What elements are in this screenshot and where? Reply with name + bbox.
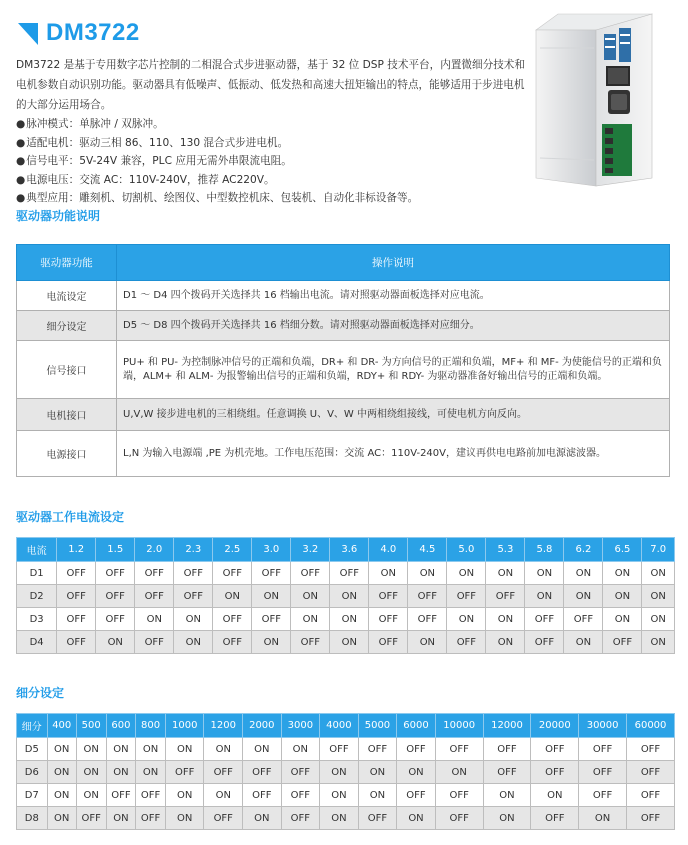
current-switch-cell: OFF (174, 585, 213, 608)
current-switch-cell: OFF (252, 562, 291, 585)
subdivision-switch-cell: OFF (281, 761, 320, 784)
current-switch-cell: ON (252, 631, 291, 654)
subdivision-switch-cell: OFF (627, 807, 675, 830)
current-switch-cell: ON (642, 608, 675, 631)
current-switch-cell: ON (642, 631, 675, 654)
current-switch-cell: ON (603, 585, 642, 608)
current-switch-cell: OFF (369, 631, 408, 654)
subdivision-switch-cell: ON (579, 807, 627, 830)
subdivision-column-header: 2000 (243, 714, 282, 738)
current-switch-cell: OFF (252, 608, 291, 631)
current-switch-cell: ON (486, 608, 525, 631)
current-switch-cell: OFF (57, 608, 96, 631)
subdivision-switch-cell: OFF (483, 738, 531, 761)
current-switch-cell: OFF (330, 562, 369, 585)
current-switch-cell: ON (330, 585, 369, 608)
current-switch-cell: ON (486, 562, 525, 585)
subdivision-switch-cell: OFF (136, 784, 166, 807)
subdivision-switch-cell: OFF (627, 784, 675, 807)
triangle-logo-icon (18, 23, 38, 45)
current-switch-cell: OFF (369, 608, 408, 631)
subdivision-switch-cell: OFF (281, 807, 320, 830)
current-switch-cell: ON (603, 608, 642, 631)
subdivision-switch-cell: ON (106, 807, 136, 830)
function-name: 电流设定 (17, 281, 117, 311)
current-switch-cell: OFF (213, 631, 252, 654)
subdivision-switch-cell: ON (320, 807, 359, 830)
current-switch-cell: OFF (291, 631, 330, 654)
function-desc: D1 ～ D4 四个拨码开关选择共 16 档输出电流。请对照驱动器面板选择对应电流。 (117, 281, 670, 311)
subdivision-switch-cell: ON (76, 738, 106, 761)
current-row-label: D1 (17, 562, 57, 585)
subdivision-switch-cell: OFF (531, 738, 579, 761)
current-switch-cell: ON (291, 608, 330, 631)
current-switch-cell: OFF (57, 631, 96, 654)
current-switch-cell: ON (525, 585, 564, 608)
subdivision-column-header: 400 (47, 714, 76, 738)
current-switch-cell: OFF (96, 608, 135, 631)
current-column-header: 3.6 (330, 538, 369, 562)
subdivision-column-header: 12000 (483, 714, 531, 738)
feature-item (16, 134, 418, 153)
current-switch-cell: OFF (213, 608, 252, 631)
function-table (16, 244, 670, 477)
bullet-icon: ● (16, 136, 26, 149)
subdivision-switch-cell: ON (320, 761, 359, 784)
subdivision-switch-cell: ON (165, 807, 204, 830)
subdivision-switch-cell: OFF (531, 807, 579, 830)
subdivision-switch-cell: OFF (106, 784, 136, 807)
current-switch-cell: ON (642, 585, 675, 608)
current-switch-cell: ON (408, 562, 447, 585)
subdivision-column-header: 1000 (165, 714, 204, 738)
subdivision-column-header: 60000 (627, 714, 675, 738)
current-row (17, 608, 675, 631)
subdivision-switch-cell: ON (47, 784, 76, 807)
subdivision-switch-cell: ON (76, 761, 106, 784)
current-switch-cell: OFF (135, 585, 174, 608)
function-desc: L,N 为输入电源端 ,PE 为机壳地。工作电压范围：交流 AC：110V-240V，建议再供电电路前加电源滤波器。 (117, 431, 670, 477)
current-section-title: 驱动器工作电流设定 (16, 510, 125, 524)
subdivision-column-header: 600 (106, 714, 136, 738)
current-switch-cell: ON (564, 585, 603, 608)
subdivision-switch-cell: ON (531, 784, 579, 807)
current-switch-cell: ON (408, 631, 447, 654)
subdivision-switch-cell: ON (47, 761, 76, 784)
subdivision-switch-cell: ON (358, 761, 397, 784)
current-switch-cell: ON (564, 562, 603, 585)
current-switch-cell: OFF (174, 562, 213, 585)
subdivision-switch-cell: OFF (281, 784, 320, 807)
current-switch-cell: ON (96, 631, 135, 654)
subdivision-switch-cell: ON (281, 738, 320, 761)
subdivision-switch-cell: OFF (204, 761, 243, 784)
current-switch-cell: ON (603, 562, 642, 585)
bullet-icon: ● (16, 173, 26, 186)
current-switch-cell: ON (135, 608, 174, 631)
current-switch-cell: OFF (525, 631, 564, 654)
current-column-header: 2.0 (135, 538, 174, 562)
subdivision-switch-cell: OFF (76, 807, 106, 830)
function-section-title: 驱动器功能说明 (16, 209, 101, 223)
subdivision-column-header: 800 (136, 714, 166, 738)
current-column-header: 2.5 (213, 538, 252, 562)
current-switch-cell: OFF (135, 631, 174, 654)
current-column-header: 5.3 (486, 538, 525, 562)
subdivision-switch-cell: OFF (531, 761, 579, 784)
current-column-header: 6.5 (603, 538, 642, 562)
subdivision-switch-cell: OFF (435, 784, 483, 807)
subdivision-switch-cell: ON (483, 784, 531, 807)
feature-text: 信号电平：5V-24V 兼容，PLC 应用无需外串限流电阻。 (26, 155, 292, 167)
current-column-header: 5.0 (447, 538, 486, 562)
subdivision-switch-cell: ON (106, 738, 136, 761)
current-row-label: D3 (17, 608, 57, 631)
current-switch-cell: ON (564, 631, 603, 654)
current-switch-cell: OFF (96, 562, 135, 585)
subdivision-switch-cell: ON (47, 807, 76, 830)
function-name: 信号接口 (17, 341, 117, 399)
current-switch-cell: OFF (603, 631, 642, 654)
current-switch-cell: OFF (57, 562, 96, 585)
current-switch-cell: OFF (369, 585, 408, 608)
feature-list (16, 115, 418, 208)
current-switch-cell: OFF (408, 585, 447, 608)
bullet-icon: ● (16, 192, 26, 204)
current-header-label: 电流 (17, 538, 57, 562)
subdivision-row (17, 807, 675, 830)
current-row (17, 585, 675, 608)
subdivision-switch-cell: ON (320, 784, 359, 807)
current-switch-cell: ON (174, 608, 213, 631)
subdivision-switch-cell: ON (397, 807, 436, 830)
subdivision-switch-cell: ON (204, 784, 243, 807)
function-row (17, 311, 670, 341)
subdivision-row (17, 738, 675, 761)
current-row-label: D4 (17, 631, 57, 654)
current-column-header: 5.8 (525, 538, 564, 562)
current-switch-cell: ON (447, 608, 486, 631)
current-switch-cell: OFF (564, 608, 603, 631)
subdivision-switch-cell: ON (243, 738, 282, 761)
current-switch-cell: OFF (408, 608, 447, 631)
function-desc: PU+ 和 PU- 为控制脉冲信号的正端和负端，DR+ 和 DR- 为方向信号的正端和负端，MF+ 和 MF- 为使能信号的正端和负端，ALM+ 和 ALM- 为报警输出信号的正端和负端，RDY+ 和 RDY- 为驱动器准备好输出信号的正端和负端。 (117, 341, 670, 399)
function-desc: D5 ～ D8 四个拨码开关选择共 16 档细分数。请对照驱动器面板选择对应细分。 (117, 311, 670, 341)
current-column-header: 3.0 (252, 538, 291, 562)
subdivision-column-header: 30000 (579, 714, 627, 738)
bullet-icon: ● (16, 118, 26, 130)
subdivision-row (17, 761, 675, 784)
subdivision-switch-cell: OFF (136, 807, 166, 830)
subdivision-column-header: 6000 (397, 714, 436, 738)
function-desc: U,V,W 接步进电机的三相绕组。任意调换 U、V、W 中两相绕组接线，可使电机方向反向。 (117, 399, 670, 431)
feature-text: 脉冲模式：单脉冲 / 双脉冲。 (26, 118, 164, 130)
feature-item (16, 152, 418, 171)
subdivision-switch-cell: OFF (320, 738, 359, 761)
current-switch-cell: ON (330, 631, 369, 654)
subdivision-switch-cell: ON (165, 784, 204, 807)
current-switch-cell: ON (174, 631, 213, 654)
current-switch-cell: OFF (96, 585, 135, 608)
current-switch-cell: OFF (447, 631, 486, 654)
subdivision-row-label: D5 (17, 738, 48, 761)
current-switch-cell: ON (369, 562, 408, 585)
subdivision-switch-cell: OFF (579, 761, 627, 784)
subdivision-column-header: 500 (76, 714, 106, 738)
current-header-row (17, 538, 675, 562)
current-switch-cell: OFF (291, 562, 330, 585)
subdivision-switch-cell: ON (243, 807, 282, 830)
subdivision-switch-cell: OFF (243, 784, 282, 807)
subdivision-header-label: 细分 (17, 714, 48, 738)
current-column-header: 1.2 (57, 538, 96, 562)
current-column-header: 6.2 (564, 538, 603, 562)
subdivision-column-header: 3000 (281, 714, 320, 738)
subdivision-switch-cell: ON (136, 761, 166, 784)
subdivision-switch-cell: OFF (435, 807, 483, 830)
current-column-header: 3.2 (291, 538, 330, 562)
subdivision-row-label: D6 (17, 761, 48, 784)
model-title: DM3722 (46, 19, 140, 46)
subdivision-switch-cell: ON (435, 761, 483, 784)
subdivision-switch-cell: OFF (358, 738, 397, 761)
subdivision-switch-cell: OFF (397, 784, 436, 807)
subdivision-column-header: 20000 (531, 714, 579, 738)
subdivision-row-label: D8 (17, 807, 48, 830)
current-switch-cell: OFF (57, 585, 96, 608)
function-row (17, 281, 670, 311)
current-switch-cell: ON (213, 585, 252, 608)
bullet-icon: ● (16, 155, 26, 167)
subdivision-column-header: 10000 (435, 714, 483, 738)
current-row (17, 631, 675, 654)
function-header-name: 驱动器功能 (17, 245, 117, 281)
function-name: 电源接口 (17, 431, 117, 477)
subdivision-switch-cell: OFF (579, 784, 627, 807)
feature-item (16, 171, 418, 190)
subdivision-column-header: 4000 (320, 714, 359, 738)
current-switch-cell: OFF (486, 585, 525, 608)
subdivision-switch-cell: ON (47, 738, 76, 761)
subdivision-switch-cell: ON (106, 761, 136, 784)
current-switch-cell: ON (525, 562, 564, 585)
subdivision-row (17, 784, 675, 807)
subdivision-switch-cell: OFF (397, 738, 436, 761)
function-name: 细分设定 (17, 311, 117, 341)
subdivision-switch-cell: OFF (483, 761, 531, 784)
subdivision-switch-cell: OFF (165, 761, 204, 784)
subdivision-table (16, 713, 675, 830)
subdivision-switch-cell: ON (76, 784, 106, 807)
subdivision-switch-cell: OFF (579, 738, 627, 761)
subdivision-column-header: 5000 (358, 714, 397, 738)
subdivision-switch-cell: OFF (204, 807, 243, 830)
current-switch-cell: ON (252, 585, 291, 608)
current-table (16, 537, 675, 654)
feature-item (16, 189, 418, 208)
current-column-header: 4.0 (369, 538, 408, 562)
product-intro: DM3722 是基于专用数字芯片控制的二相混合式步进驱动器，基于 32 位 DSP 技术平台，内置微细分技术和电机参数自动识别功能。驱动器具有低噪声、低振动、低发热和高速大扭矩输出的特点，能够适用于步进电机的大部分运用场合。 (16, 59, 525, 111)
subdivision-switch-cell: ON (204, 738, 243, 761)
subdivision-row-label: D7 (17, 784, 48, 807)
function-row (17, 431, 670, 477)
current-column-header: 7.0 (642, 538, 675, 562)
function-row (17, 341, 670, 399)
subdivision-switch-cell: OFF (358, 807, 397, 830)
current-switch-cell: OFF (447, 585, 486, 608)
subdivision-switch-cell: ON (358, 784, 397, 807)
current-switch-cell: OFF (525, 608, 564, 631)
current-switch-cell: ON (642, 562, 675, 585)
subdivision-switch-cell: ON (483, 807, 531, 830)
feature-text: 典型应用：雕刻机、切割机、绘图仪、中型数控机床、包装机、自动化非标设备等。 (26, 192, 419, 204)
current-row-label: D2 (17, 585, 57, 608)
function-name: 电机接口 (17, 399, 117, 431)
subdivision-switch-cell: OFF (243, 761, 282, 784)
current-switch-cell: ON (330, 608, 369, 631)
current-switch-cell: OFF (213, 562, 252, 585)
feature-text: 电源电压：交流 AC：110V-240V，推荐 AC220V。 (26, 173, 275, 186)
subdivision-switch-cell: ON (136, 738, 166, 761)
subdivision-switch-cell: ON (165, 738, 204, 761)
function-header-desc: 操作说明 (117, 245, 670, 281)
current-switch-cell: OFF (135, 562, 174, 585)
subdivision-switch-cell: ON (397, 761, 436, 784)
subdivision-header-row (17, 714, 675, 738)
feature-text: 适配电机：驱动三相 86、110、130 混合式步进电机。 (26, 136, 289, 149)
current-switch-cell: ON (486, 631, 525, 654)
subdivision-switch-cell: OFF (627, 738, 675, 761)
current-column-header: 1.5 (96, 538, 135, 562)
current-switch-cell: ON (291, 585, 330, 608)
subdivision-section-title: 细分设定 (16, 686, 65, 700)
current-column-header: 4.5 (408, 538, 447, 562)
function-row (17, 399, 670, 431)
subdivision-switch-cell: OFF (627, 761, 675, 784)
current-column-header: 2.3 (174, 538, 213, 562)
subdivision-column-header: 1200 (204, 714, 243, 738)
current-row (17, 562, 675, 585)
current-switch-cell: ON (447, 562, 486, 585)
subdivision-switch-cell: OFF (435, 738, 483, 761)
feature-item (16, 115, 418, 134)
stepper-driver-photo (528, 8, 668, 188)
